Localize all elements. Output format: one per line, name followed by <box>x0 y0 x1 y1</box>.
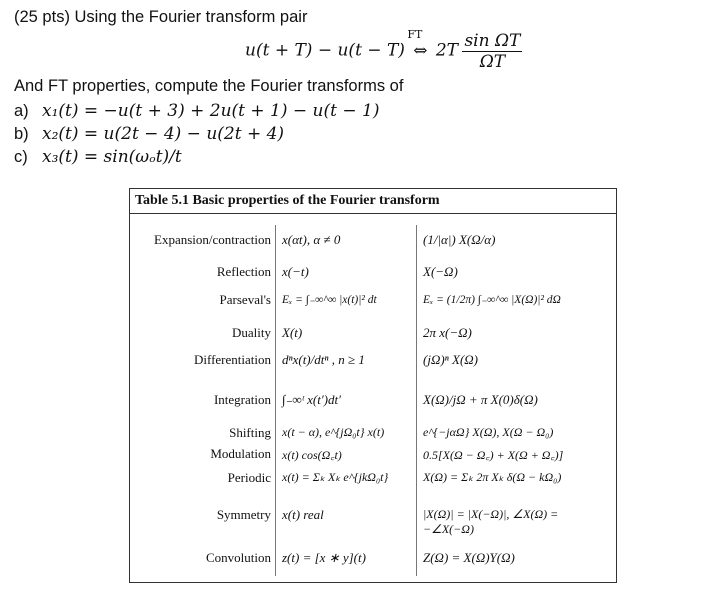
property-time: x(t) = Σₖ Xₖ e^{jkΩ₀t} <box>282 470 389 484</box>
part-a <box>14 101 379 121</box>
property-time: x(αt), α ≠ 0 <box>282 232 341 247</box>
pair-lhs: u(t + T) − u(t − T) <box>245 40 405 61</box>
property-freq: X(Ω) = Σₖ 2π Xₖ δ(Ω − kΩ₀) <box>423 470 562 484</box>
property-name: Duality <box>232 325 271 340</box>
property-time: x(−t) <box>282 264 309 279</box>
pair-factor: 2T <box>435 40 458 61</box>
fourier-pair-equation <box>245 27 522 81</box>
property-time: Eₓ = ∫₋∞^∞ |x(t)|² dt <box>282 294 377 306</box>
property-name: Symmetry <box>216 507 271 522</box>
problem-instruction: And FT properties, compute the Fourier transforms of <box>14 77 404 95</box>
part-c-label: c) <box>14 148 28 166</box>
property-name: Modulation <box>210 446 271 461</box>
property-time: X(t) <box>282 325 303 340</box>
property-freq: e^{−jαΩ} X(Ω), X(Ω − Ω₀) <box>423 425 554 439</box>
property-name: Convolution <box>205 550 271 565</box>
property-time: ∫₋∞ᵗ x(t′)dt′ <box>282 392 341 407</box>
property-freq: (1/|α|) X(Ω/α) <box>423 232 496 247</box>
property-name: Periodic <box>227 470 271 485</box>
ft-arrow <box>407 27 431 61</box>
property-freq: 2π x(−Ω) <box>423 325 472 340</box>
part-b <box>14 124 284 144</box>
property-freq: (jΩ)ⁿ X(Ω) <box>423 352 479 367</box>
property-freq: |X(Ω)| = |X(−Ω)|, ∠X(Ω) = −∠X(−Ω) <box>423 507 559 536</box>
property-name: Parseval's <box>219 292 271 307</box>
pair-fraction <box>462 31 522 72</box>
property-name: Expansion/contraction <box>154 232 271 247</box>
property-time: x(t) cos(Ω꜀t) <box>282 448 342 462</box>
property-name: Integration <box>213 392 271 407</box>
fourier-properties-table <box>129 188 617 583</box>
part-b-expr: x₂(t) = u(2t − 4) − u(2t + 4) <box>42 124 285 144</box>
pair-denominator: ΩT <box>479 52 506 72</box>
property-time: x(t) real <box>282 507 324 522</box>
part-c-expr: x₃(t) = sin(ωₒt)/t <box>42 147 182 167</box>
problem-heading: (25 pts) Using the Fourier transform pair <box>14 8 308 26</box>
ft-arrow-label: FT <box>407 27 423 41</box>
part-b-label: b) <box>14 125 29 143</box>
column-divider-2 <box>416 225 417 576</box>
property-freq: X(Ω)/jΩ + π X(0)δ(Ω) <box>423 392 538 407</box>
part-c <box>14 147 182 167</box>
ft-arrow-symbol: ⇔ <box>413 40 428 61</box>
property-name: Shifting <box>229 425 271 440</box>
property-time: z(t) = [x ∗ y](t) <box>282 550 366 565</box>
property-time: dⁿx(t)/dtⁿ , n ≥ 1 <box>282 352 365 367</box>
table-title: Table 5.1 Basic properties of the Fourier transform <box>135 193 440 208</box>
property-freq: Eₓ = (1/2π) ∫₋∞^∞ |X(Ω)|² dΩ <box>423 294 561 306</box>
part-a-label: a) <box>14 102 29 120</box>
pair-numerator: sin ΩT <box>464 31 521 51</box>
property-name: Reflection <box>216 264 271 279</box>
property-freq: 0.5[X(Ω − Ω꜀) + X(Ω + Ω꜀)] <box>423 448 564 462</box>
column-divider-1 <box>275 225 276 576</box>
table-title-rule <box>130 213 616 214</box>
property-name: Differentiation <box>193 352 271 367</box>
property-freq: Z(Ω) = X(Ω)Y(Ω) <box>423 550 515 565</box>
part-a-expr: x₁(t) = −u(t + 3) + 2u(t + 1) − u(t − 1) <box>42 101 380 121</box>
property-time: x(t − α), e^{jΩ₀t} x(t) <box>282 425 385 439</box>
property-freq: X(−Ω) <box>423 264 458 279</box>
